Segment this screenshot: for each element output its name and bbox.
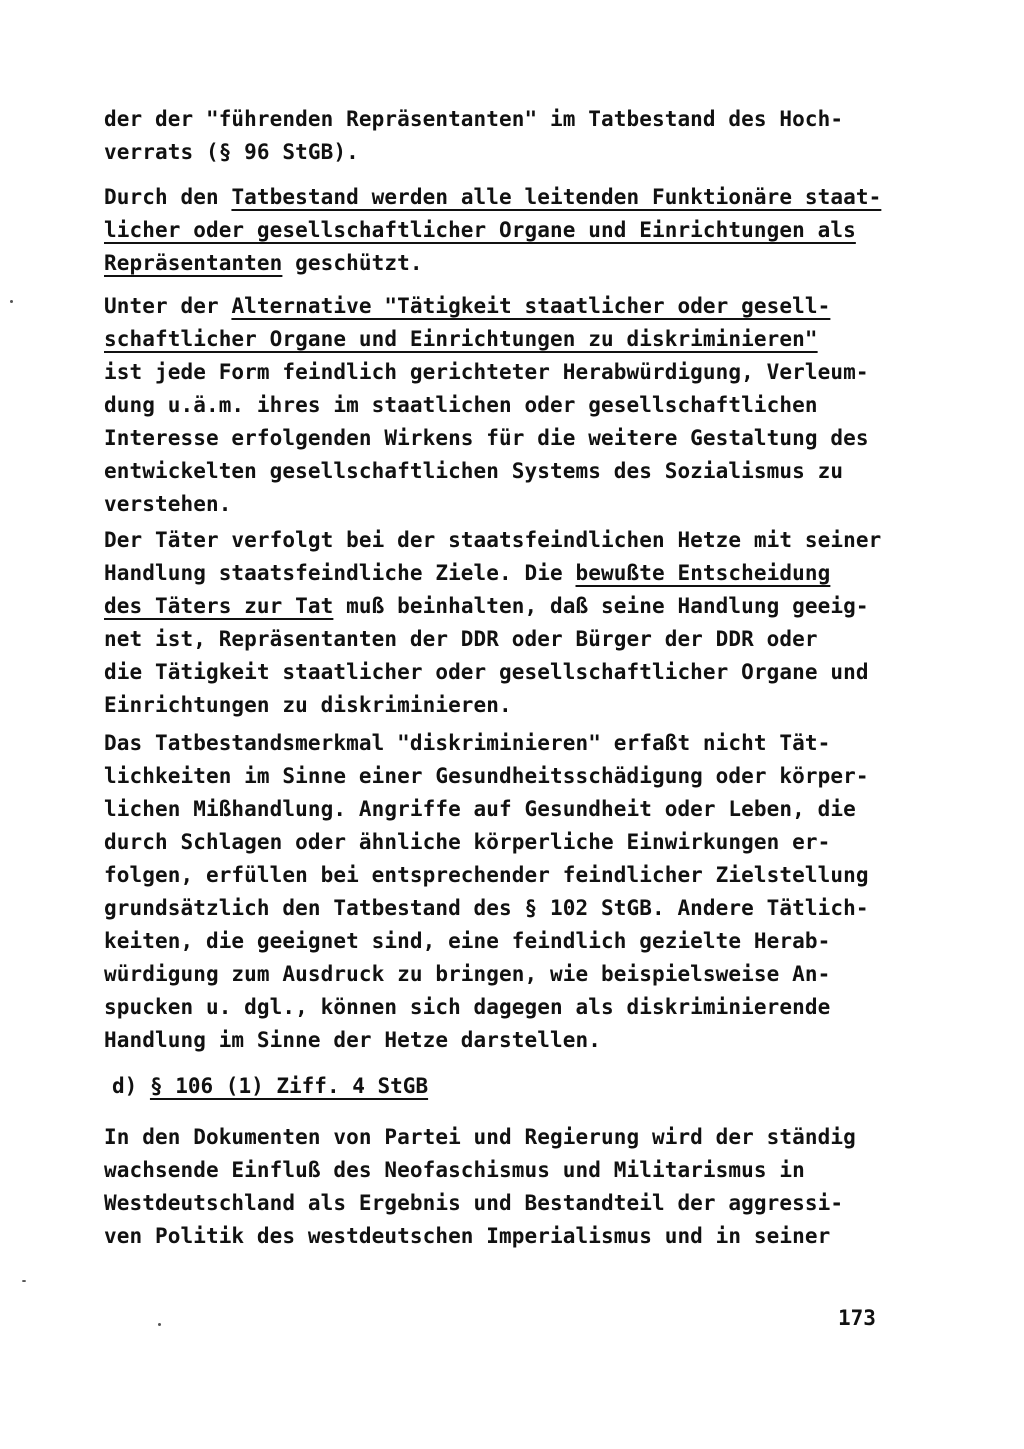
text-line — [104, 290, 904, 323]
text-segment: Handlung staatsfeindliche Ziele. Die — [104, 561, 576, 585]
page-number: 173 — [838, 1306, 876, 1330]
underlined-text: bewußte Entscheidung — [575, 561, 831, 585]
text-line — [104, 925, 904, 958]
text-segment: Westdeutschland als Ergebnis und Bestandteil der aggressi- — [104, 1191, 844, 1215]
underlined-text: des Täters zur Tat — [104, 594, 334, 618]
text-line — [104, 323, 904, 356]
section-heading-prefix: d) — [112, 1074, 150, 1098]
text-segment: Durch den — [104, 185, 232, 209]
text-segment: geschützt. — [282, 251, 423, 275]
underlined-text: Repräsentanten — [104, 251, 283, 275]
text-line — [104, 760, 904, 793]
text-segment: wachsende Einfluß des Neofaschismus und Militarismus in — [104, 1158, 805, 1182]
text-segment: In den Dokumenten von Partei und Regierung wird der ständig — [104, 1125, 856, 1149]
text-segment: Interesse erfolgenden Wirkens für die weitere Gestaltung des — [104, 426, 869, 450]
text-segment: entwickelten gesellschaftlichen Systems des Sozialismus zu — [104, 459, 844, 483]
text-line — [104, 892, 904, 925]
text-segment: grundsätzlich den Tatbestand des § 102 StGB. Andere Tätlich- — [104, 896, 869, 920]
text-line — [104, 958, 904, 991]
text-line — [104, 1220, 904, 1253]
text-line — [104, 793, 904, 826]
text-segment: folgen, erfüllen bei entsprechender feindlicher Zielstellung — [104, 863, 869, 887]
text-line — [104, 455, 904, 488]
text-segment: Einrichtungen zu diskriminieren. — [104, 693, 512, 717]
text-segment: lichkeiten im Sinne einer Gesundheitsschädigung oder körper- — [104, 764, 869, 788]
paragraph-diskriminieren — [104, 727, 904, 1057]
text-line — [104, 181, 904, 214]
paragraph-hochverrat — [104, 103, 904, 169]
section-heading — [112, 1070, 428, 1103]
text-line — [104, 136, 904, 169]
text-line — [104, 422, 904, 455]
text-segment: net ist, Repräsentanten der DDR oder Bürger der DDR oder — [104, 627, 818, 651]
underlined-text: Alternative "Tätigkeit staatlicher oder gesell- — [231, 294, 831, 318]
text-line — [104, 247, 904, 280]
scan-speck — [10, 300, 13, 303]
paragraph-alternative — [104, 290, 904, 521]
text-segment: dung u.ä.m. ihres im staatlichen oder gesellschaftlichen — [104, 393, 818, 417]
text-line — [104, 656, 904, 689]
text-segment: Das Tatbestandsmerkmal "diskriminieren" erfaßt nicht Tät- — [104, 731, 831, 755]
text-segment: keiten, die geeignet sind, eine feindlich gezielte Herab- — [104, 929, 831, 953]
text-line — [104, 214, 904, 247]
text-line — [104, 524, 904, 557]
text-segment: verstehen. — [104, 492, 232, 516]
text-segment: muß beinhalten, daß seine Handlung geeig- — [333, 594, 869, 618]
scan-speck — [22, 1280, 26, 1282]
text-line — [104, 1187, 904, 1220]
text-segment: verrats (§ 96 StGB). — [104, 140, 359, 164]
paragraph-tatbestand — [104, 181, 904, 280]
text-line — [104, 1121, 904, 1154]
section-heading-title: § 106 (1) Ziff. 4 StGB — [149, 1074, 429, 1098]
text-segment: spucken u. dgl., können sich dagegen als diskriminierende — [104, 995, 831, 1019]
text-segment: Handlung im Sinne der Hetze darstellen. — [104, 1028, 601, 1052]
text-line — [104, 389, 904, 422]
underlined-text: schaftlicher Organe und Einrichtungen zu diskriminieren" — [104, 327, 818, 351]
text-segment: ven Politik des westdeutschen Imperialismus und in seiner — [104, 1224, 831, 1248]
text-segment: durch Schlagen oder ähnliche körperliche Einwirkungen er- — [104, 830, 831, 854]
text-segment: würdigung zum Ausdruck zu bringen, wie beispielsweise An- — [104, 962, 831, 986]
text-line — [104, 859, 904, 892]
text-line — [104, 623, 904, 656]
text-line — [104, 103, 904, 136]
text-segment: Der Täter verfolgt bei der staatsfeindlichen Hetze mit seiner — [104, 528, 882, 552]
text-line — [104, 356, 904, 389]
paragraph-taeter — [104, 524, 904, 722]
paragraph-dokumente — [104, 1121, 904, 1253]
text-line — [104, 826, 904, 859]
text-line — [104, 1154, 904, 1187]
text-line — [104, 727, 904, 760]
text-line — [104, 590, 904, 623]
text-line — [104, 689, 904, 722]
underlined-text: licher oder gesellschaftlicher Organe und Einrichtungen als — [104, 218, 856, 242]
text-segment: die Tätigkeit staatlicher oder gesellschaftlicher Organe und — [104, 660, 869, 684]
text-segment: lichen Mißhandlung. Angriffe auf Gesundheit oder Leben, die — [104, 797, 856, 821]
text-line — [104, 488, 904, 521]
text-segment: Unter der — [104, 294, 232, 318]
text-line — [104, 1024, 904, 1057]
text-segment: ist jede Form feindlich gerichteter Herabwürdigung, Verleum- — [104, 360, 869, 384]
text-line — [104, 557, 904, 590]
scan-speck — [158, 1323, 161, 1326]
underlined-text: Tatbestand werden alle leitenden Funktionäre staat- — [231, 185, 882, 209]
text-line — [104, 991, 904, 1024]
text-segment: der der "führenden Repräsentanten" im Tatbestand des Hoch- — [104, 107, 844, 131]
